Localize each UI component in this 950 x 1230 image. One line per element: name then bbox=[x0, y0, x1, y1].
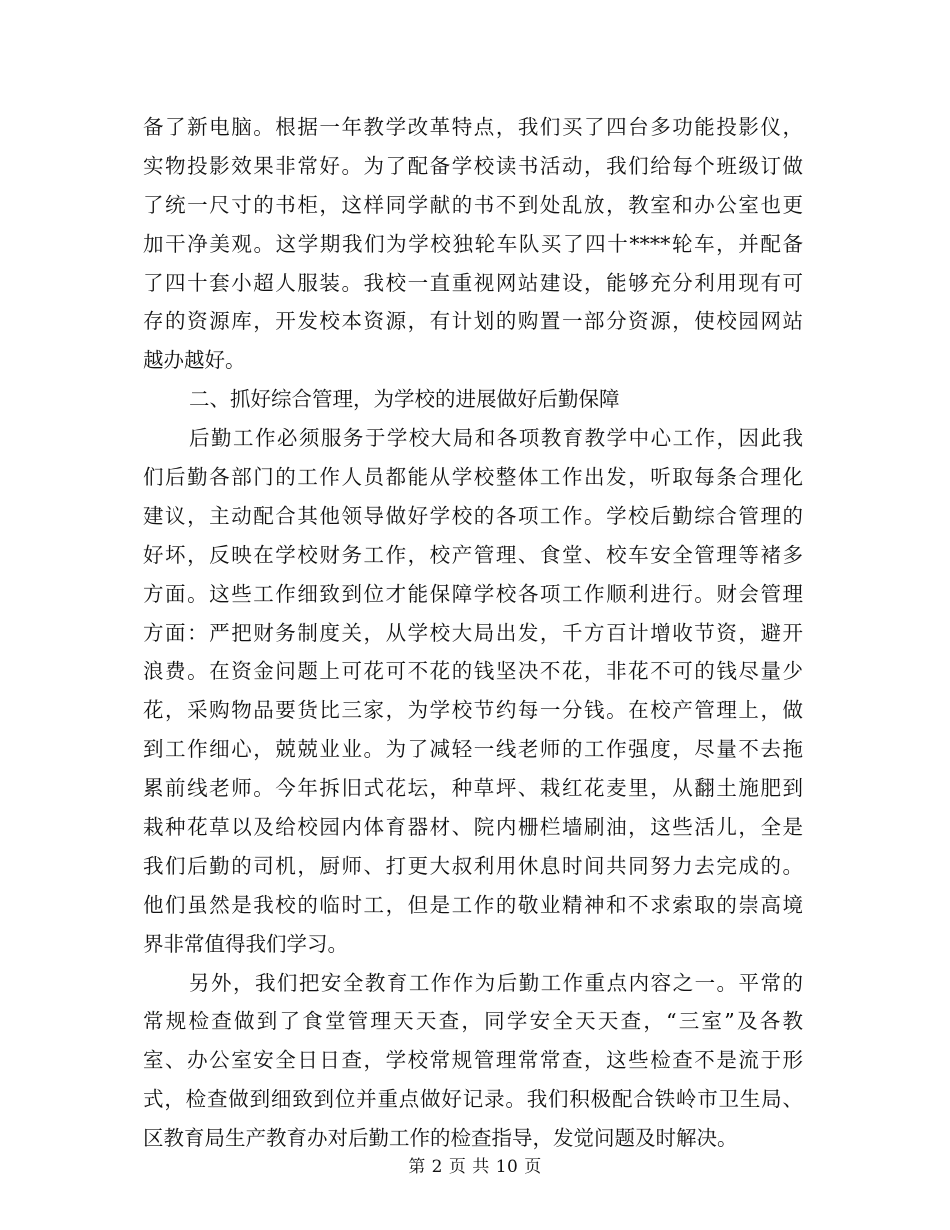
text-line: 栽种花草以及给校园内体育器材、院内栅栏墙刷油，这些活儿，全是 bbox=[143, 815, 803, 840]
page-number-label: 第 2 页 共 10 页 bbox=[408, 1157, 542, 1177]
text-line: 了统一尺寸的书柜，这样同学献的书不到处乱放，教室和办公室也更 bbox=[143, 192, 803, 217]
text-line: 界非常值得我们学习。 bbox=[143, 931, 348, 956]
text-line: 实物投影效果非常好。为了配备学校读书活动，我们给每个班级订做 bbox=[143, 153, 803, 178]
document-body bbox=[143, 108, 803, 1158]
text-line: 越办越好。 bbox=[143, 348, 246, 373]
text-line: 加干净美观。这学期我们为学校独轮车队买了四十****轮车，并配备 bbox=[143, 231, 803, 256]
paragraph-first-line: 后勤工作必须服务于学校大局和各项教育教学中心工作，因此我 bbox=[189, 426, 803, 451]
text-line: 方面：严把财务制度关，从学校大局出发，千方百计增收节资，避开 bbox=[143, 620, 803, 645]
text-line: 花，采购物品要货比三家，为学校节约每一分钱。在校产管理上，做 bbox=[143, 698, 803, 723]
paragraph-first-line: 二、抓好综合管理，为学校的进展做好后勤保障 bbox=[189, 387, 620, 412]
text-line: 式，检查做到细致到位并重点做好记录。我们积极配合铁岭市卫生局、 bbox=[143, 1087, 803, 1112]
text-line: 备了新电脑。根据一年教学改革特点，我们买了四台多功能投影仪， bbox=[143, 115, 803, 139]
text-line: 室、办公室安全日日查，学校常规管理常常查，这些检查不是流于形 bbox=[143, 1048, 803, 1073]
text-line: 建议，主动配合其他领导做好学校的各项工作。学校后勤综合管理的 bbox=[143, 503, 803, 528]
text-line: 们后勤各部门的工作人员都能从学校整体工作出发，听取每条合理化 bbox=[143, 465, 803, 490]
text-line: 存的资源库，开发校本资源，有计划的购置一部分资源，使校园网站 bbox=[143, 309, 803, 334]
page-footer bbox=[0, 1152, 950, 1177]
text-line: 浪费。在资金问题上可花可不花的钱坚决不花，非花不可的钱尽量少 bbox=[143, 659, 803, 684]
text-line: 他们虽然是我校的临时工，但是工作的敬业精神和不求索取的崇高境 bbox=[143, 892, 803, 917]
text-line: 常规检查做到了食堂管理天天查，同学安全天天查，“三室”及各教 bbox=[143, 1009, 803, 1034]
text-line: 了四十套小超人服装。我校一直重视网站建设，能够充分利用现有可 bbox=[143, 270, 803, 295]
paragraph-first-line: 另外，我们把安全教育工作作为后勤工作重点内容之一。平常的 bbox=[189, 970, 803, 995]
text-line: 累前线老师。今年拆旧式花坛，种草坪、栽红花麦里，从翻土施肥到 bbox=[143, 776, 803, 801]
text-line: 我们后勤的司机，厨师、打更大叔利用休息时间共同努力去完成的。 bbox=[143, 853, 803, 878]
text-line: 区教育局生产教育办对后勤工作的检查指导，发觉问题及时解决。 bbox=[143, 1126, 738, 1151]
text-line: 好坏，反映在学校财务工作，校产管理、食堂、校车安全管理等褚多 bbox=[143, 542, 803, 567]
text-line: 方面。这些工作细致到位才能保障学校各项工作顺利进行。财会管理 bbox=[143, 581, 803, 606]
text-line: 到工作细心，兢兢业业。为了减轻一线老师的工作强度，尽量不去拖 bbox=[143, 737, 803, 762]
